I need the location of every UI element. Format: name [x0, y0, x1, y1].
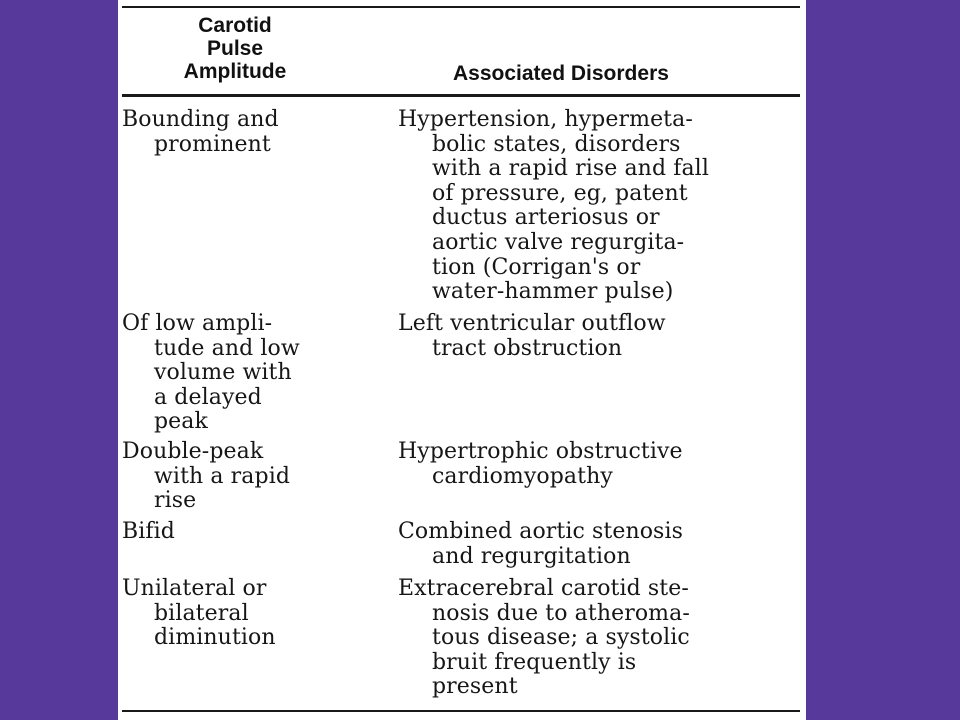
row-4-amplitude: Bifid — [122, 519, 175, 544]
table-panel — [118, 0, 806, 720]
header-associated-disorders: Associated Disorders — [453, 62, 669, 85]
row-5-amplitude: Unilateral or bilateral diminution — [122, 576, 276, 651]
row-2-amplitude: Of low ampli- tude and low volume with a delayed peak — [122, 311, 300, 435]
row-4-disorders: Combined aortic stenosis and regurgitation — [398, 519, 683, 569]
header-carotid-pulse-amplitude: Carotid Pulse Amplitude — [183, 14, 287, 83]
header-rule — [122, 94, 800, 97]
table-bottom-rule — [122, 710, 800, 712]
table-top-rule — [122, 6, 800, 8]
row-2-disorders: Left ventricular outflow tract obstruction — [398, 311, 666, 361]
row-5-disorders: Extracerebral carotid ste- nosis due to atheroma- tous disease; a systolic bruit frequently is present — [398, 576, 690, 700]
row-3-disorders: Hypertrophic obstructive cardiomyopathy — [398, 439, 683, 489]
row-1-disorders: Hypertension, hypermeta- bolic states, disorders with a rapid rise and fall of pressure, eg, patent ductus arteriosus or aortic valve regurgita- tion (Corrigan's or water-hammer pulse) — [398, 107, 709, 305]
row-1-amplitude: Bounding and prominent — [122, 107, 279, 157]
row-3-amplitude: Double-peak with a rapid rise — [122, 439, 291, 514]
